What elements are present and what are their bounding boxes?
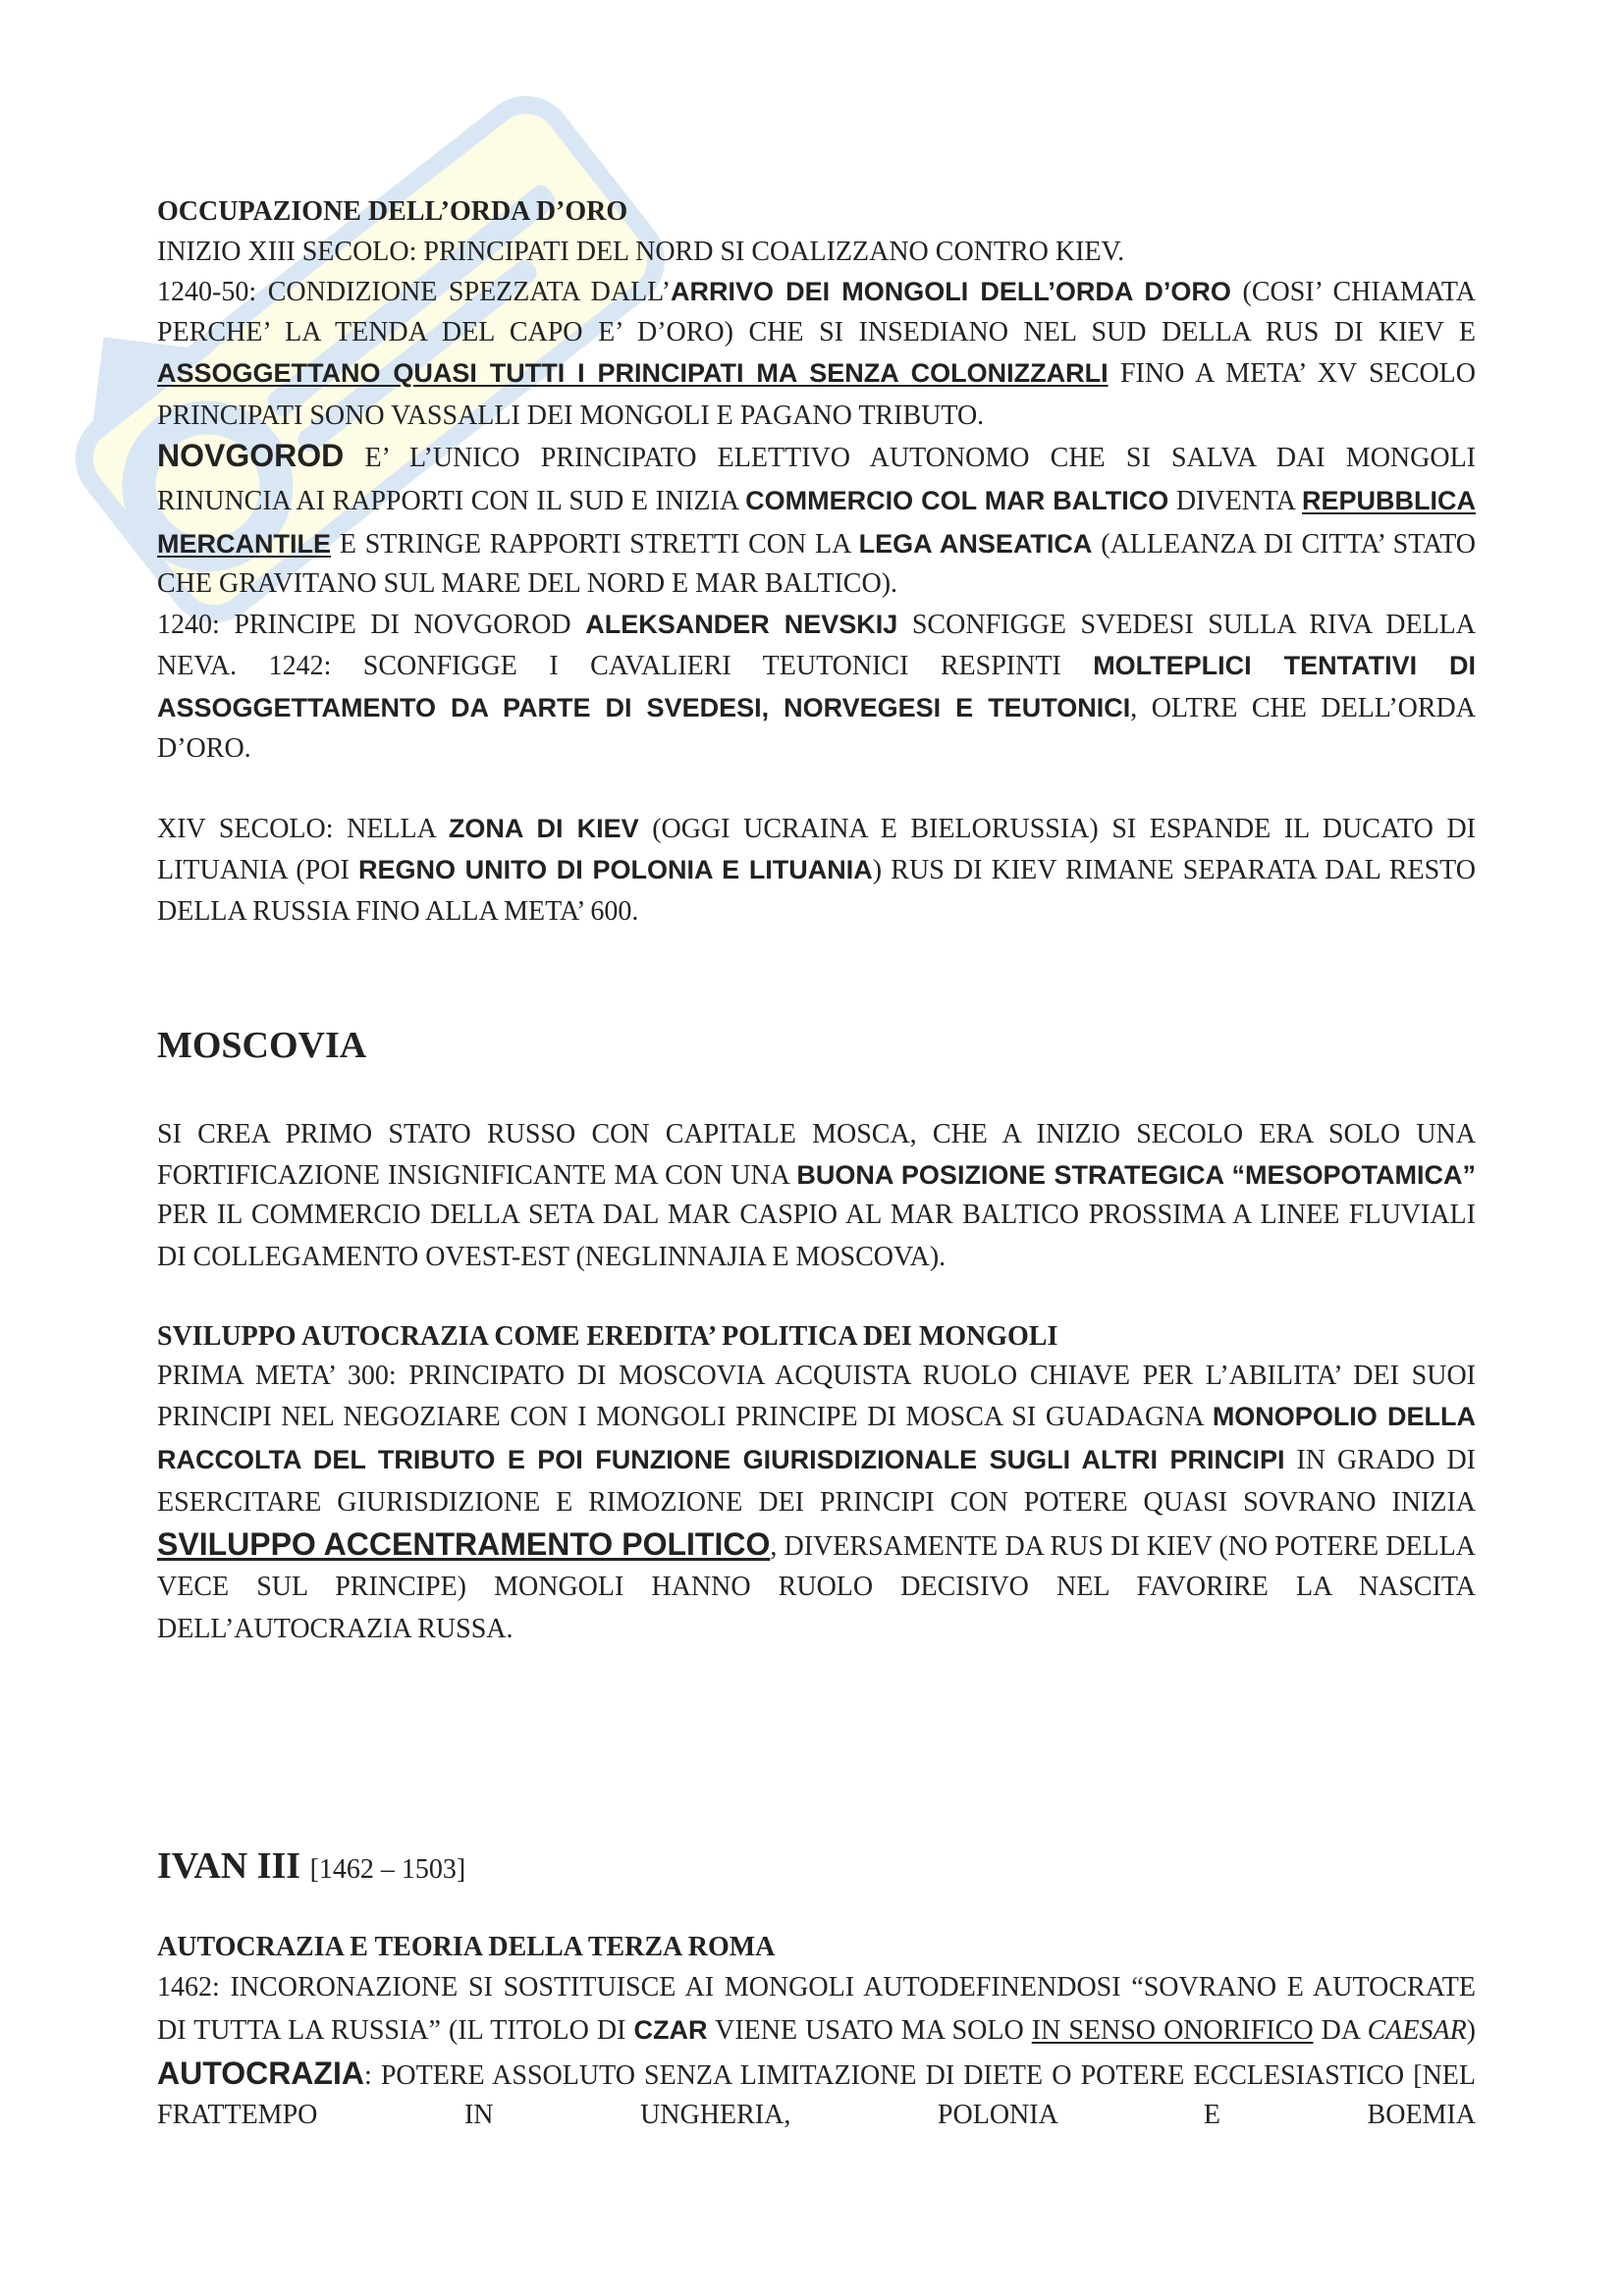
paragraph: PRIMA META’ 300: PRINCIPATO DI MOSCOVIA ACQUISTA RUOLO CHIAVE PER L’ABILITA’ DEI SUOI PRINCIPI NEL NEGOZIARE CON I MONGOLI PRINCIPE DI MOSCA SI GUADAGNA MONOPOLIO DELLA RACCOLTA DEL TRIBUTO E POI FUNZIONE GIURISDIZIONALE SUGLI ALTRI PRINCIPI IN GRADO DI ESERCITARE GIURISDIZIONE E RIMOZIONE DEI PRINCIPI CON POTERE QUASI SOVRANO INIZIA SVILUPPO ACCENTRAMENTO POLITICO, DIVERSAMENTE DA RUS DI KIEV (NO POTERE DELLA VECE SUL PRINCIPE) MONGOLI HANNO RUOLO DECISIVO NEL FAVORIRE LA NASCITA DELL’AUTOCRAZIA RUSSA. bbox=[157, 1361, 1477, 1644]
subsection-title: SVILUPPO AUTOCRAZIA COME EREDITA’ POLITICA DEI MONGOLI bbox=[157, 1320, 1058, 1352]
section-heading: MOSCOVIA bbox=[157, 1024, 367, 1066]
section-heading: IVAN III [1462 – 1503] bbox=[157, 1845, 466, 1888]
paragraph: 1240: PRINCIPE DI NOVGOROD ALEKSANDER NEVSKIJ SCONFIGGE SVEDESI SULLA RIVA DELLA NEVA. 1242: SCONFIGGE I CAVALIERI TEUTONICI RESPINTI MOLTEPLICI TENTATIVI DI ASSOGGETTAMENTO DA PARTE DI SVEDESI, NORVEGESI E TEUTONICI, OLTRE CHE DELL’ORDA D’ORO. bbox=[157, 610, 1477, 765]
paragraph: NOVGOROD E’ L’UNICO PRINCIPATO ELETTIVO AUTONOMO CHE SI SALVA DAI MONGOLI RINUNCIA AI RAPPORTI CON IL SUD E INIZIA COMMERCIO COL MAR BALTICO DIVENTA REPUBBLICA MERCANTILE E STRINGE RAPPORTI STRETTI CON LA LEGA ANSEATICA (ALLEANZA DI CITTA’ STATO CHE GRAVITANO SUL MARE DEL NORD E MAR BALTICO). bbox=[157, 438, 1477, 600]
paragraph: SI CREA PRIMO STATO RUSSO CON CAPITALE MOSCA, CHE A INIZIO SECOLO ERA SOLO UNA FORTIFICAZIONE INSIGNIFICANTE MA CON UNA BUONA POSIZIONE STRATEGICA “MESOPOTAMICA” PER IL COMMERCIO DELLA SETA DAL MAR CASPIO AL MAR BALTICO PROSSIMA A LINEE FLUVIALI DI COLLEGAMENTO OVEST-EST (NEGLINNAJIA E MOSCOVA). bbox=[157, 1118, 1477, 1273]
paragraph: 1462: INCORONAZIONE SI SOSTITUISCE AI MONGOLI AUTODEFINENDOSI “SOVRANO E AUTOCRATE DI TUTTA LA RUSSIA” (IL TITOLO DI CZAR VIENE USATO MA SOLO IN SENSO ONORIFICO DA CAESAR) AUTOCRAZIA: POTERE ASSOLUTO SENZA LIMITAZIONE DI DIETE O POTERE ECCLESIASTICO [NEL FRATTEMPO IN UNGHERIA, POLONIA E BOEMIA bbox=[157, 1972, 1476, 2131]
document-body bbox=[157, 192, 1476, 2136]
section-title: OCCUPAZIONE DELL’ORDA D’ORO bbox=[157, 196, 628, 227]
subsection-title: AUTOCRAZIA E TEORIA DELLA TERZA ROMA bbox=[157, 1932, 776, 1963]
paragraph: INIZIO XIII SECOLO: PRINCIPATI DEL NORD SI COALIZZANO CONTRO KIEV. bbox=[157, 236, 1125, 267]
paragraph: 1240-50: CONDIZIONE SPEZZATA DALL’ARRIVO DEI MONGOLI DELL’ORDA D’ORO (COSI’ CHIAMATA PERCHE’ LA TENDA DEL CAPO E’ D’ORO) CHE SI INSEDIANO NEL SUD DELLA RUS DI KIEV E ASSOGGETTANO QUASI TUTTI I PRINCIPATI MA SENZA COLONIZZARLI FINO A META’ XV SECOLO PRINCIPATI SONO VASSALLI DEI MONGOLI E PAGANO TRIBUTO. bbox=[157, 277, 1477, 431]
paragraph: XIV SECOLO: NELLA ZONA DI KIEV (OGGI UCRAINA E BIELORUSSIA) SI ESPANDE IL DUCATO DI LITUANIA (POI REGNO UNITO DI POLONIA E LITUANIA) RUS DI KIEV RIMANE SEPARATA DAL RESTO DELLA RUSSIA FINO ALLA META’ 600. bbox=[157, 813, 1476, 928]
